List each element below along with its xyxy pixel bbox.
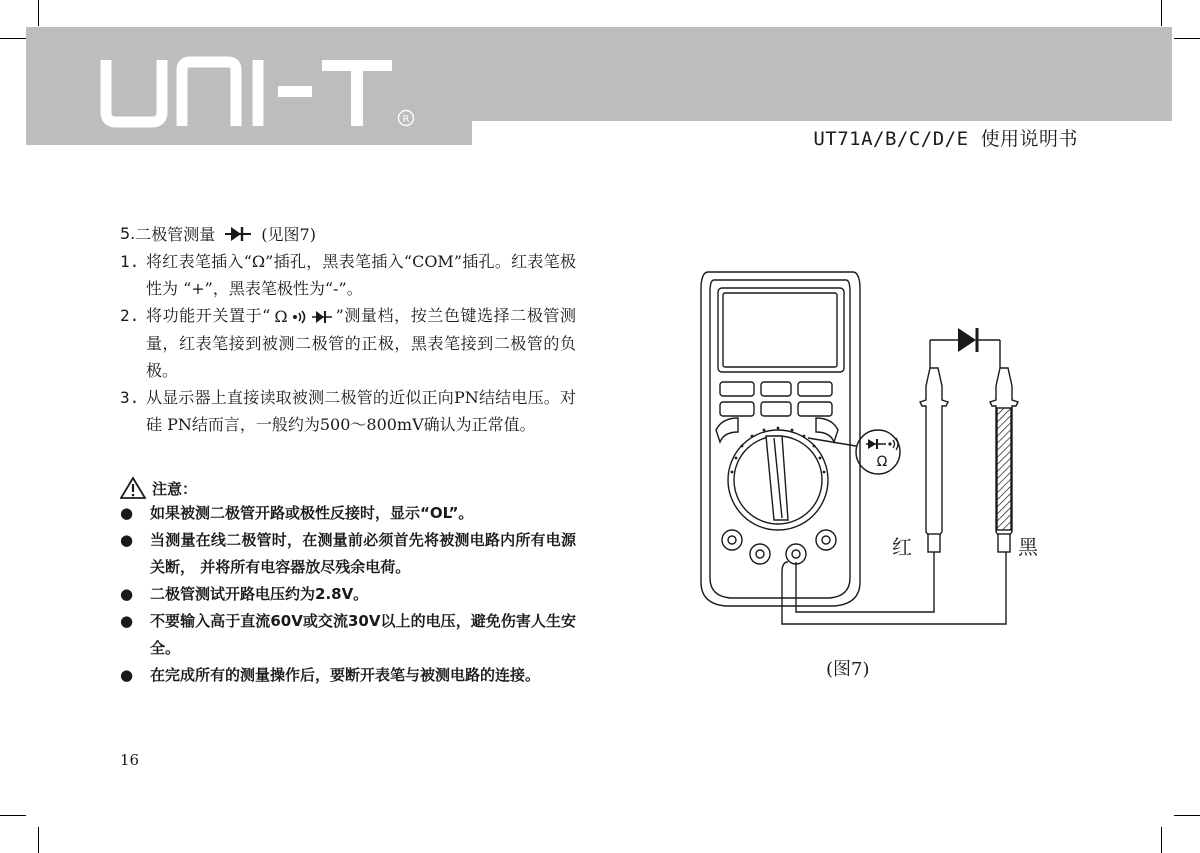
procedure-steps [120,248,576,438]
function-symbol: Ω [274,303,331,330]
rotary-switch [728,430,828,530]
bullet-icon: ● [120,666,134,684]
meter-buttons [716,382,838,442]
figure-reference: (见图7) [261,225,316,244]
crop-mark [1161,827,1162,853]
list-item: 2. 将功能开关置于“ Ω ”测量档，按兰色键选择二极管测量，红表笔接到被测二极管的正极，黑表笔接到二极管的负极。 [120,302,576,384]
section-title: 二极管测量 [135,225,216,244]
section-heading [120,222,316,245]
bullet-icon: ● [120,585,134,603]
diode-icon [312,310,332,324]
crop-mark [0,815,26,816]
crop-mark [38,827,39,853]
notice-label: 注意： [152,479,198,498]
crop-mark [1174,38,1200,39]
list-item: 1. 将红表笔插入“Ω”插孔，黑表笔插入“COM”插孔。红表笔极性为 “+”，黑表笔极性为“-”。 [120,252,576,298]
section-number: 5. [120,224,136,243]
bullet-icon: ● [120,612,134,630]
red-lead-label: 红 [892,535,912,559]
ohm-symbol: Ω [876,454,888,470]
continuity-buzzer-icon [888,438,898,450]
svg-text:R: R [402,114,410,125]
list-item: ● 当测量在线二极管时，在测量前必须首先将被测电路内所有电源关断， 并将所有电容器放尽残余电荷。 [120,527,576,581]
continuity-buzzer-icon [292,310,308,324]
notice-list [120,500,576,689]
diode-icon [866,439,886,449]
red-probe [920,368,948,552]
callout-symbols [866,438,898,470]
black-probe [990,368,1018,552]
list-item: ● 二极管测试开路电压约为2.8V。 [120,581,576,608]
bullet-icon: ● [120,504,134,522]
crop-mark [38,0,39,26]
crop-mark [0,38,26,39]
list-item: ● 如果被测二极管开路或极性反接时，显示“OL”。 [120,500,576,527]
diode-icon [225,226,251,242]
list-item: ● 在完成所有的测量操作后，要断开表笔与被测电路的连接。 [120,662,576,689]
page-number: 16 [120,751,140,769]
crop-mark [1161,0,1162,26]
bullet-icon: ● [120,531,134,549]
crop-mark [1174,815,1200,816]
brand-logo [100,56,420,130]
document-title: UT71A/B/C/D/E 使用说明书 [813,128,1078,150]
figure-caption: (图7) [826,659,870,680]
figure-multimeter-diode-test [690,262,1050,642]
notice-heading [120,477,197,499]
diode-under-test [958,328,977,352]
list-item: ● 不要输入高于直流60V或交流30V以上的电压，避免伤害人生安全。 [120,608,576,662]
list-item: 3. 从显示器上直接读取被测二极管的近似正向PN结结电压。对硅 PN结而言，一般约为500～800mV确认为正常值。 [120,388,576,434]
warning-icon [120,477,146,499]
input-jacks [722,530,836,564]
black-lead-label: 黑 [1018,535,1038,559]
